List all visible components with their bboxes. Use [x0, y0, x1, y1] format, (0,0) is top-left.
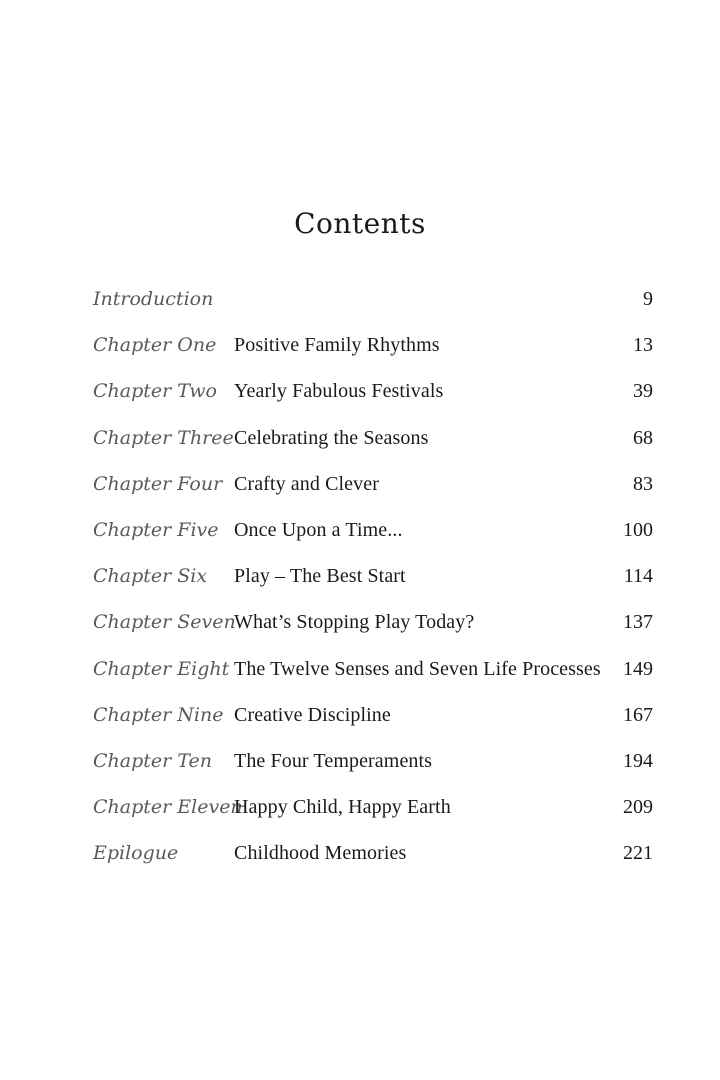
- toc-page-number: 221: [623, 842, 653, 865]
- toc-label: Chapter Seven: [93, 611, 236, 634]
- toc-title: Creative Discipline: [234, 703, 391, 726]
- toc-label: Chapter Three: [93, 426, 234, 449]
- toc-row-chapter-three: [93, 427, 653, 473]
- toc-title: Yearly Fabulous Festivals: [234, 380, 444, 403]
- toc-page-number: 39: [633, 380, 653, 403]
- toc-page-number: 137: [623, 611, 653, 634]
- toc-label: Introduction: [93, 288, 214, 310]
- toc-label: Chapter Five: [93, 518, 219, 541]
- toc-label: Chapter Ten: [93, 749, 212, 772]
- toc-title: Childhood Memories: [234, 842, 407, 865]
- toc-page-number: 9: [643, 288, 653, 310]
- toc-page-number: 83: [633, 472, 653, 495]
- toc-title: Happy Child, Happy Earth: [234, 796, 451, 819]
- toc-title: Once Upon a Time...: [234, 518, 403, 541]
- toc-page-number: 100: [623, 518, 653, 541]
- toc-page-number: 149: [623, 657, 653, 680]
- toc-row-chapter-ten: [93, 750, 653, 796]
- toc-row-chapter-eight: [93, 658, 653, 704]
- toc-title: Celebrating the Seasons: [234, 426, 429, 449]
- toc-label: Chapter Eight: [93, 657, 230, 680]
- toc-row-introduction: [93, 288, 653, 334]
- toc-label: Chapter Eleven: [93, 796, 243, 819]
- toc-row-chapter-nine: [93, 704, 653, 750]
- toc-label: Chapter Nine: [93, 703, 224, 726]
- toc-title: The Twelve Senses and Seven Life Processes: [234, 657, 601, 680]
- toc-page-number: 167: [623, 703, 653, 726]
- toc-label: Chapter One: [93, 334, 217, 357]
- toc-row-chapter-six: [93, 565, 653, 611]
- toc-row-chapter-four: [93, 473, 653, 519]
- toc-label: Chapter Four: [93, 472, 223, 495]
- toc-row-chapter-two: [93, 380, 653, 426]
- toc-label: Epilogue: [93, 842, 179, 865]
- toc-page-number: 68: [633, 426, 653, 449]
- toc-page-number: 194: [623, 749, 653, 772]
- toc-page-number: 13: [633, 334, 653, 357]
- toc-page-number: 114: [623, 565, 653, 588]
- toc-row-chapter-eleven: [93, 796, 653, 842]
- toc-page-number: 209: [623, 796, 653, 819]
- toc-row-chapter-one: [93, 334, 653, 380]
- toc-label: Chapter Six: [93, 565, 208, 588]
- toc-title: What’s Stopping Play Today?: [234, 611, 475, 634]
- page-title: Contents: [294, 206, 426, 240]
- toc-label: Chapter Two: [93, 380, 217, 403]
- toc-title: The Four Temperaments: [234, 749, 433, 772]
- toc-row-chapter-five: [93, 519, 653, 565]
- table-of-contents: [93, 288, 653, 888]
- toc-row-chapter-seven: [93, 611, 653, 657]
- toc-title: Positive Family Rhythms: [234, 334, 440, 357]
- toc-row-epilogue: [93, 842, 653, 888]
- toc-title: Play – The Best Start: [234, 565, 406, 588]
- toc-title: Crafty and Clever: [234, 472, 379, 495]
